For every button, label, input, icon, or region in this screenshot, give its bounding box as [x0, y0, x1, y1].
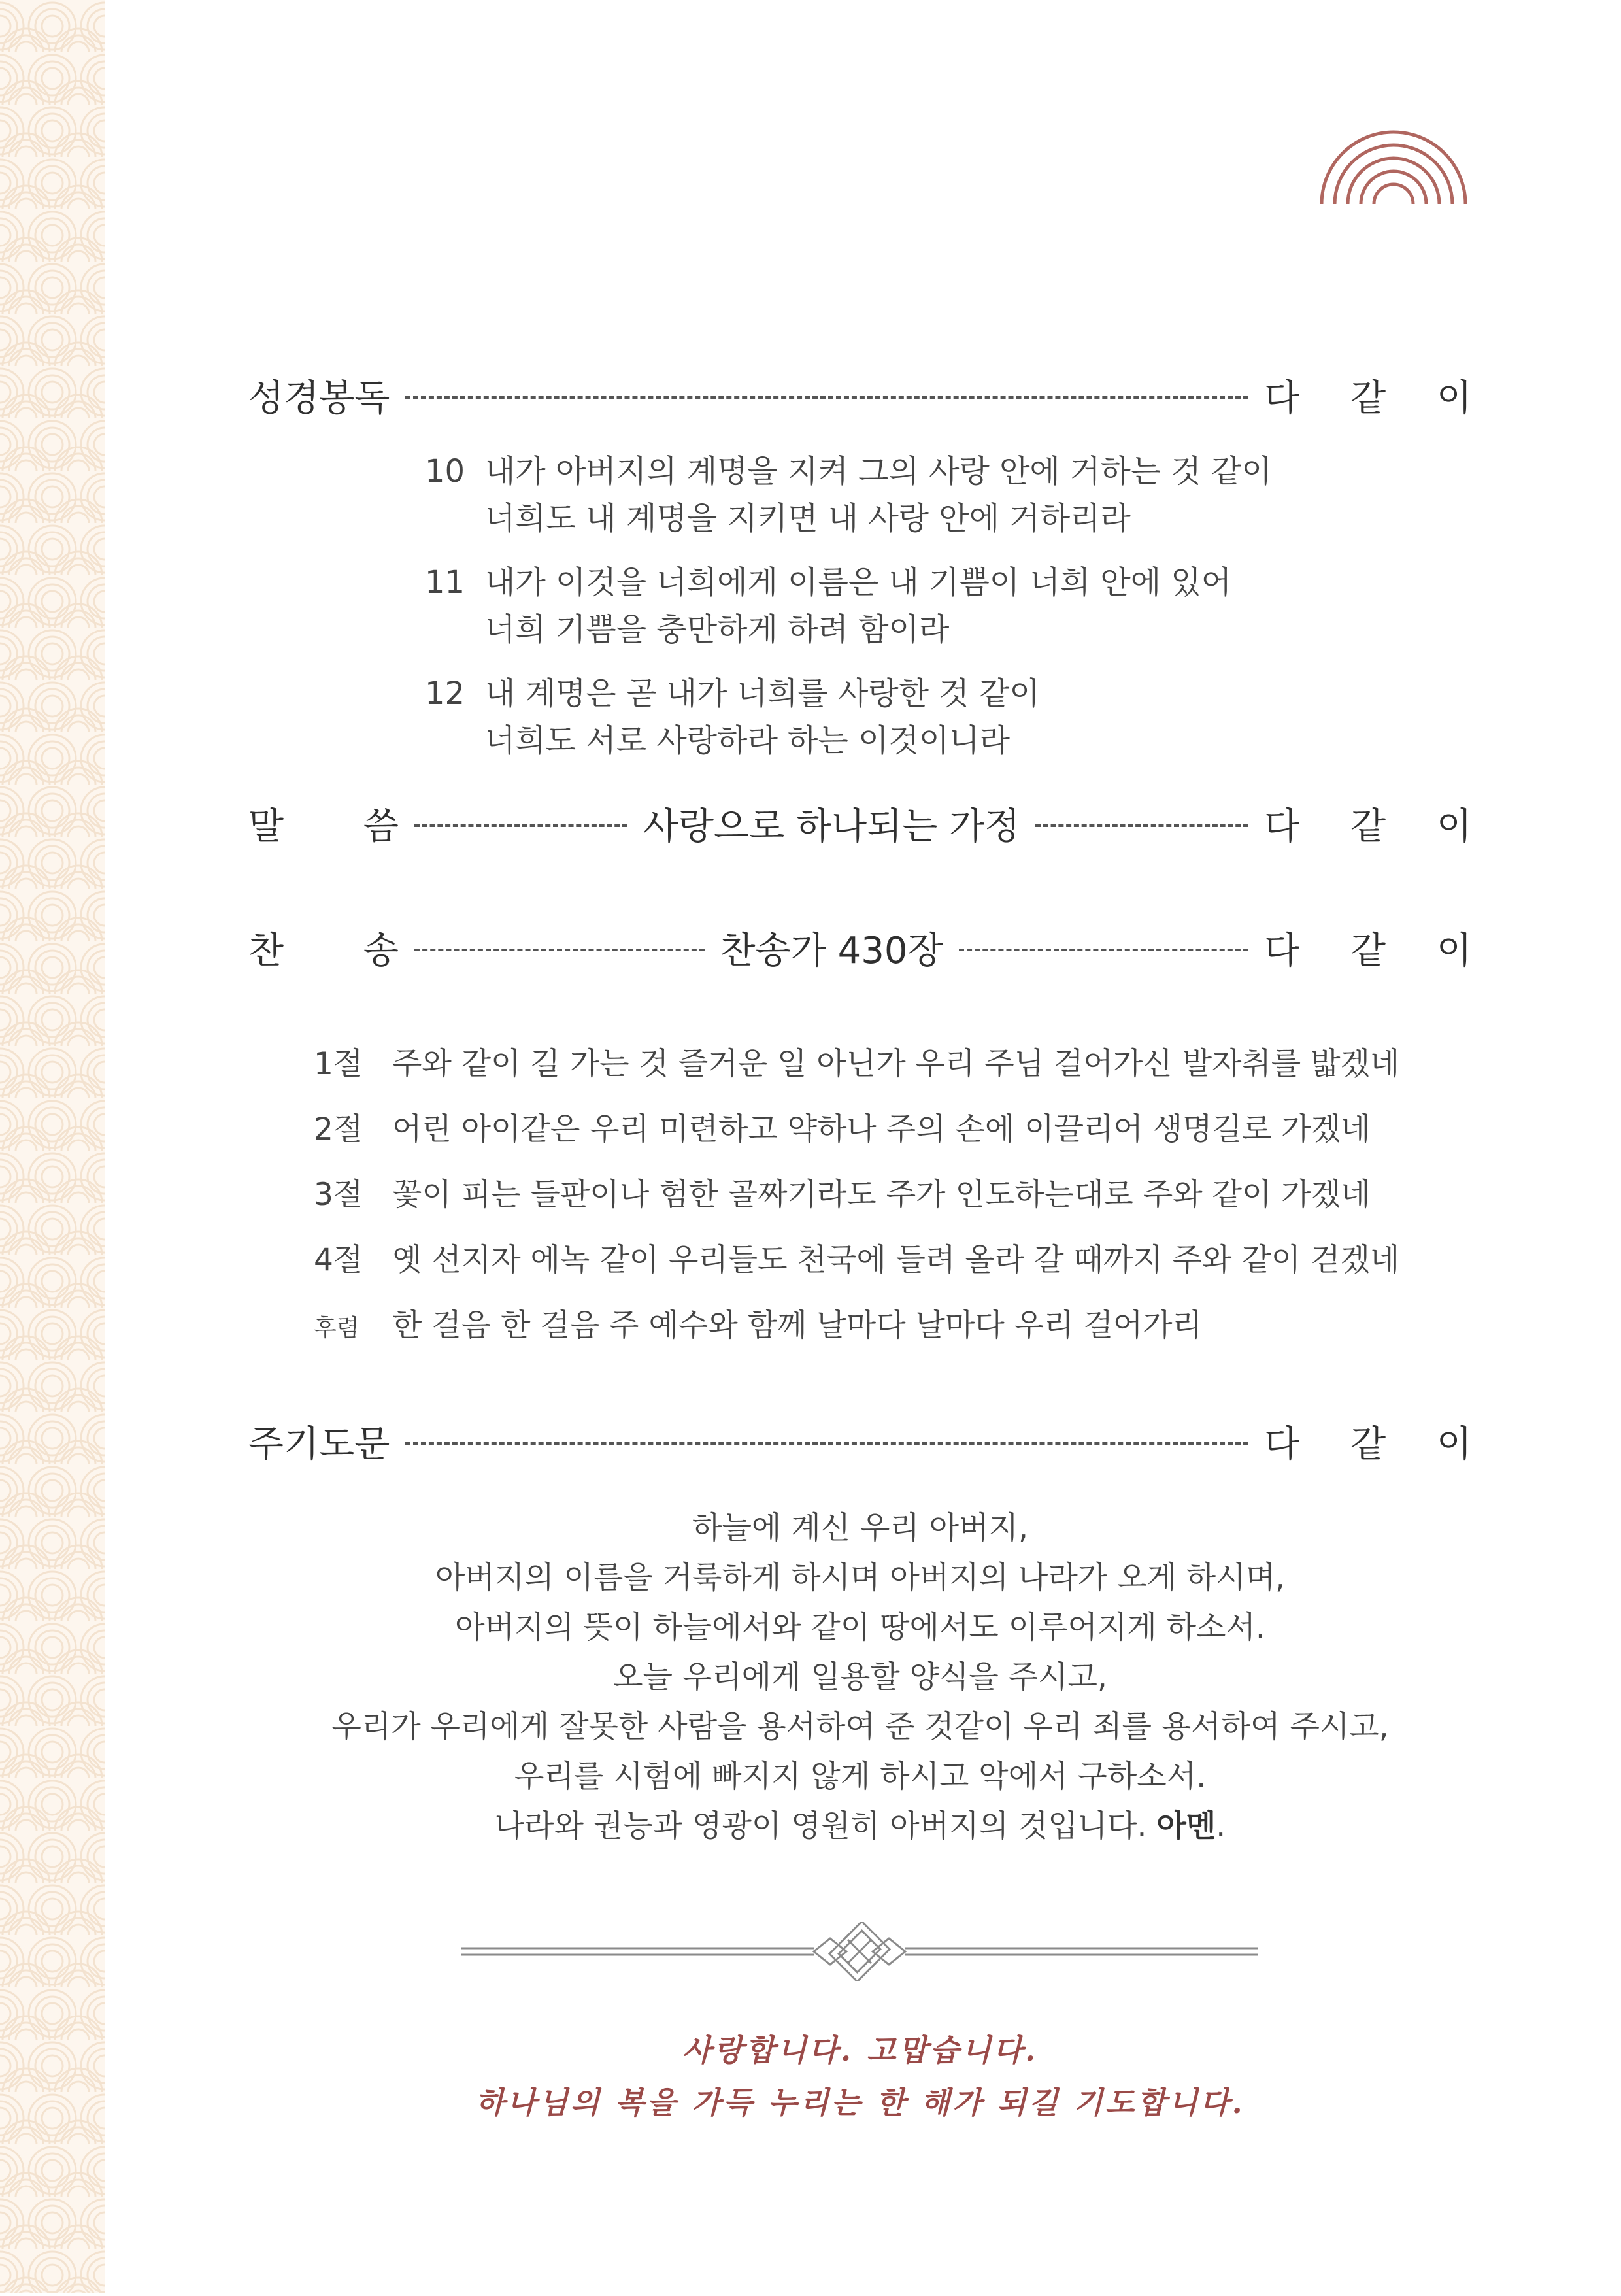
lords-prayer	[248, 1504, 1472, 1851]
prayer-line: 우리를 시험에 빠지지 않게 하시고 악에서 구하소서.	[514, 1759, 1207, 1795]
dotted-leader	[414, 949, 705, 953]
verse-line: 내 계명은 곧 내가 너희를 사랑한 것 같이	[485, 675, 1040, 712]
prayer-line: 나라와 권능과 영광이 영원히 아버지의 것입니다.	[494, 1808, 1147, 1844]
rainbow-arcs-icon	[1315, 126, 1472, 213]
amen-text: 아멘	[1156, 1808, 1216, 1844]
dotted-leader	[414, 824, 627, 829]
amen-period: .	[1216, 1808, 1226, 1844]
prayer-row	[248, 1415, 1492, 1468]
reading-who: 다 같 이	[1264, 377, 1492, 420]
hymn-verse-number: 1절	[314, 1046, 363, 1082]
sermon-label-b: 씀	[363, 805, 399, 848]
verse-number: 11	[425, 564, 465, 601]
closing-line-2: 하나님의 복을 가득 누리는 한 해가 되길 기도합니다.	[475, 2085, 1245, 2120]
hymn-title: 찬송가 430장	[720, 930, 943, 972]
verse-10	[425, 448, 1272, 542]
hymn-line-4	[314, 1236, 1399, 1279]
prayer-line: 우리가 우리에게 잘못한 사람을 용서하여 준 것같이 우리 죄를 용서하여 주시고,	[331, 1709, 1389, 1745]
sermon-title: 사랑으로 하나되는 가정	[643, 805, 1020, 848]
verse-12	[425, 670, 1040, 764]
hymn-verse-text: 주와 같이 길 가는 것 즐거운 일 아닌가 우리 주님 걸어가신 발자취를 밟겠네	[392, 1046, 1400, 1082]
hymn-label-a: 찬	[248, 930, 284, 972]
hymn-label-b: 송	[363, 930, 399, 972]
verse-line: 내가 아버지의 계명을 지켜 그의 사랑 안에 거하는 것 같이	[485, 453, 1272, 490]
prayer-line: 하늘에 계신 우리 아버지,	[692, 1510, 1028, 1546]
hymn-verse-number: 3절	[314, 1177, 363, 1213]
hymn-line-2	[314, 1105, 1371, 1149]
hymn-label	[248, 922, 399, 974]
hymn-line-1	[314, 1039, 1399, 1083]
verse-number: 10	[425, 453, 465, 490]
hymn-line-3	[314, 1170, 1371, 1214]
closing-line-1: 사랑합니다. 고맙습니다.	[682, 2033, 1039, 2068]
hymn-who: 다 같 이	[1264, 930, 1492, 972]
divider	[461, 1922, 1258, 1984]
hymn-verse-text: 어린 아이같은 우리 미련하고 약하나 주의 손에 이끌리어 생명길로 가겠네	[392, 1111, 1371, 1147]
dotted-leader	[959, 949, 1249, 953]
side-wave-pattern	[0, 0, 105, 2293]
verse-line: 내가 이것을 너희에게 이름은 내 기쁨이 너희 안에 있어	[485, 564, 1232, 601]
endless-knot-icon	[814, 1922, 905, 1981]
verse-line: 너희도 내 계명을 지키면 내 사랑 안에 거하리라	[485, 500, 1131, 537]
verse-number: 12	[425, 675, 465, 712]
prayer-line: 아버지의 이름을 거룩하게 하시며 아버지의 나라가 오게 하시며,	[435, 1560, 1285, 1596]
reading-label: 성경봉독	[248, 377, 390, 420]
hymn-line-refrain	[314, 1301, 1202, 1345]
hymn-verse-number: 4절	[314, 1242, 363, 1278]
prayer-line-last	[248, 1802, 1472, 1851]
dotted-leader	[405, 396, 1248, 401]
dotted-leader	[405, 1442, 1248, 1447]
hymn-row	[248, 922, 1492, 974]
sermon-row	[248, 798, 1492, 850]
prayer-line: 오늘 우리에게 일용할 양식을 주시고,	[613, 1659, 1107, 1695]
hymn-verse-text: 꽃이 피는 들판이나 험한 골짜기라도 주가 인도하는대로 주와 같이 가겠네	[392, 1177, 1371, 1213]
prayer-line: 아버지의 뜻이 하늘에서와 같이 땅에서도 이루어지게 하소서.	[455, 1610, 1265, 1646]
hymn-verse-text: 한 걸음 한 걸음 주 예수와 함께 날마다 날마다 우리 걸어가리	[392, 1308, 1203, 1343]
sermon-who: 다 같 이	[1264, 805, 1492, 848]
sermon-label	[248, 798, 399, 850]
sermon-label-a: 말	[248, 805, 284, 848]
dotted-leader	[1035, 824, 1248, 829]
hymn-verse-number: 2절	[314, 1111, 363, 1147]
prayer-who: 다 같 이	[1264, 1423, 1492, 1466]
verse-line: 너희 기쁨을 충만하게 하려 함이라	[485, 611, 950, 648]
verse-11	[425, 559, 1231, 653]
verse-line: 너희도 서로 사랑하라 하는 이것이니라	[485, 722, 1010, 759]
reading-row	[248, 369, 1492, 422]
hymn-verse-text: 옛 선지자 에녹 같이 우리들도 천국에 들려 올라 갈 때까지 주와 같이 걷겠네	[392, 1242, 1400, 1278]
hymn-refrain-label: 후렴	[314, 1315, 359, 1342]
prayer-label: 주기도문	[248, 1423, 390, 1466]
